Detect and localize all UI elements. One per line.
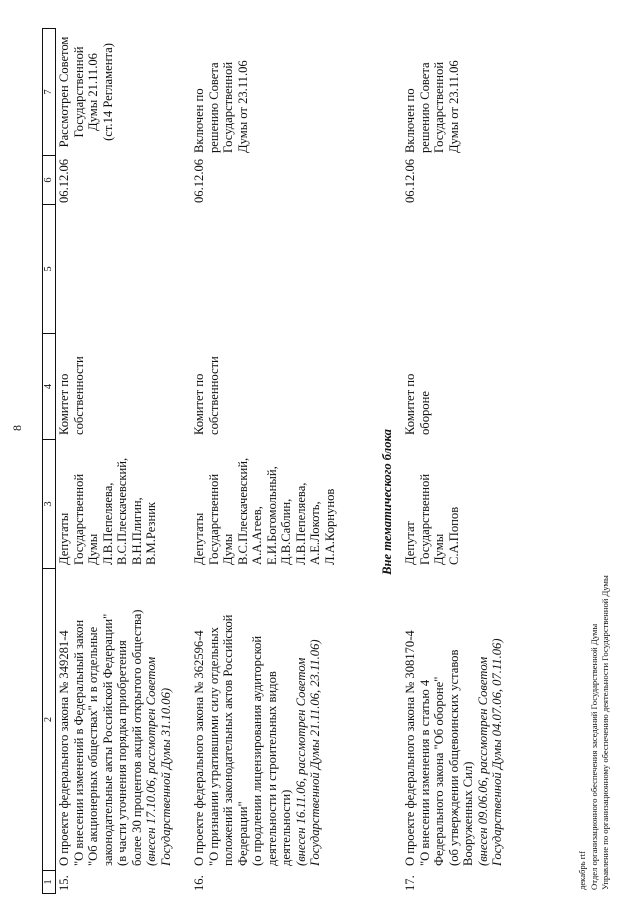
- author-line: Государственной: [206, 473, 221, 565]
- row-number: 17.: [403, 875, 417, 891]
- table-row: [403, 28, 505, 894]
- bill-line: О проекте федерального закона № 349281-4: [57, 630, 71, 866]
- committee-cell: [192, 334, 337, 440]
- bill-line: Вооруженных Сил): [461, 761, 475, 866]
- author-line: Думы: [86, 533, 100, 565]
- bill-line: деятельности): [279, 789, 293, 866]
- bill-cell: [57, 569, 173, 871]
- row-number-cell: [403, 871, 505, 894]
- author-line: Л.В.Пепеляева,: [100, 482, 115, 565]
- header-col-6: 6: [42, 156, 56, 205]
- empty-cell: [192, 205, 337, 334]
- section-heading: Вне тематического блока: [380, 429, 394, 575]
- header-col-4: 4: [42, 334, 56, 440]
- committee-cell: [57, 334, 173, 440]
- note-cell: [403, 28, 505, 156]
- empty-cell: [57, 205, 173, 334]
- bill-line: "О признании утратившими силу отдельных: [206, 627, 221, 866]
- author-line: Думы: [221, 533, 235, 565]
- committee-line: Комитет по: [57, 373, 71, 435]
- bill-status-line: (внесен 16.11.06, рассмотрен Советом: [293, 657, 308, 866]
- note-line: Рассмотрен Советом: [57, 36, 71, 148]
- note-line: Думы 21.11.06: [86, 53, 100, 131]
- row-number: 16.: [192, 875, 206, 891]
- bill-status-line: Государственной Думы 21.11.06, 23.11.06): [308, 639, 322, 866]
- date-cell: [403, 156, 505, 205]
- author-line: В.М.Резник: [144, 501, 158, 565]
- author-line: А.Е.Локоть,: [308, 501, 322, 565]
- author-line: Государственной: [417, 473, 432, 565]
- footer-directorate: Управление по организационному обеспечению деятельности Государственной Думы: [600, 575, 610, 890]
- page-number: 8: [10, 425, 24, 431]
- committee-line: Комитет по: [192, 373, 206, 435]
- author-line: Депутаты: [192, 512, 206, 565]
- page-footer: [577, 575, 612, 890]
- bill-line: деятельности и строительных видов: [264, 671, 279, 866]
- committee-line: Комитет по: [403, 373, 417, 435]
- note-line: Думы от 23.11.06: [446, 60, 461, 153]
- table-row: [192, 28, 337, 894]
- bill-line: (о продлении лицензирования аудиторской: [250, 635, 264, 866]
- row-number-cell: [192, 871, 337, 894]
- note-line: Государственной: [432, 61, 446, 153]
- author-line: Д.В.Саблин,: [279, 498, 293, 565]
- committee-line: собственности: [71, 356, 86, 435]
- bill-line: (в части уточнения порядка приобретения: [115, 640, 129, 866]
- author-line: Депутат: [403, 521, 417, 565]
- note-line: решению Совета: [206, 62, 221, 153]
- bill-line: законодательные акты Российской Федерации": [100, 613, 115, 866]
- committee-line: обороне: [417, 391, 432, 435]
- author-line: Государственной: [71, 473, 86, 565]
- date-cell: [192, 156, 337, 205]
- row-number-cell: [57, 871, 173, 894]
- empty-cell: [403, 205, 505, 334]
- authors-cell: [57, 440, 173, 569]
- bill-line: О проекте федерального закона № 308170-4: [403, 630, 417, 866]
- bill-line: (об утверждении общевоинских уставов: [446, 649, 461, 866]
- bill-line: Федерального закона "Об обороне": [432, 676, 446, 866]
- footer-file-name: декабрь rtf: [577, 851, 587, 890]
- authors-cell: [192, 440, 337, 569]
- header-col-1: 1: [42, 871, 56, 894]
- bill-line: положений законодательных актов Российской: [221, 614, 235, 866]
- table-header: [42, 28, 56, 894]
- note-line: (ст.14 Регламента): [100, 43, 115, 141]
- header-col-7: 7: [42, 28, 56, 156]
- author-line: В.С.Плескачевский,: [115, 457, 129, 565]
- note-cell: [57, 28, 173, 156]
- bill-line: "О внесении изменений в Федеральный закон: [71, 619, 86, 866]
- date: 06.12.06: [403, 158, 417, 203]
- author-line: С.А.Попов: [446, 506, 461, 565]
- bill-cell: [403, 569, 505, 871]
- date: 06.12.06: [192, 158, 206, 203]
- author-line: Л.В.Пепеляева,: [293, 482, 308, 565]
- bill-status-line: (внесен 17.10.06, рассмотрен Советом: [144, 656, 158, 866]
- bill-line: Федерации": [235, 801, 250, 866]
- bill-status-line: (внесен 09.06.06, рассмотрен Советом: [475, 656, 490, 866]
- author-line: В.С.Плескачевский,: [235, 457, 250, 565]
- date: 06.12.06: [57, 158, 71, 203]
- bill-line: "Об акционерных обществах" и в отдельные: [86, 626, 100, 866]
- note-line: Включен по: [403, 88, 417, 153]
- header-col-3: 3: [42, 440, 56, 569]
- table-row: [57, 28, 173, 894]
- note-cell: [192, 28, 337, 156]
- note-line: решению Совета: [417, 62, 432, 153]
- committee-cell: [403, 334, 505, 440]
- bill-status-line: Государственной Думы 04.07.06, 07.11.06): [490, 638, 504, 866]
- author-line: Думы: [432, 533, 446, 565]
- bill-line: более 30 процентов акций открытого общества): [129, 609, 144, 866]
- note-line: Государственной: [71, 46, 86, 138]
- authors-cell: [403, 440, 505, 569]
- date-cell: [57, 156, 173, 205]
- author-line: Депутаты: [57, 512, 71, 565]
- author-line: Л.А.Корнунов: [322, 488, 337, 565]
- footer-department: Отдел организационного обеспечения заседаний Государственной Думы: [588, 623, 599, 890]
- note-line: Государственной: [221, 61, 235, 153]
- note-line: Думы от 23.11.06: [235, 60, 250, 153]
- row-number: 15.: [57, 875, 71, 891]
- author-line: А.А.Агеев,: [250, 506, 264, 565]
- author-line: В.Н.Плигин,: [129, 497, 144, 565]
- header-col-5: 5: [42, 205, 56, 334]
- header-col-2: 2: [42, 569, 56, 871]
- committee-line: собственности: [206, 356, 221, 435]
- note-line: Включен по: [192, 88, 206, 153]
- bill-line: О проекте федерального закона № 362596-4: [192, 630, 206, 866]
- bill-status-line: Государственной Думы 31.10.06): [158, 687, 173, 866]
- author-line: Е.И.Богомольный,: [264, 466, 279, 565]
- bill-line: "О внесении изменения в статью 4: [417, 679, 432, 866]
- bill-cell: [192, 569, 337, 871]
